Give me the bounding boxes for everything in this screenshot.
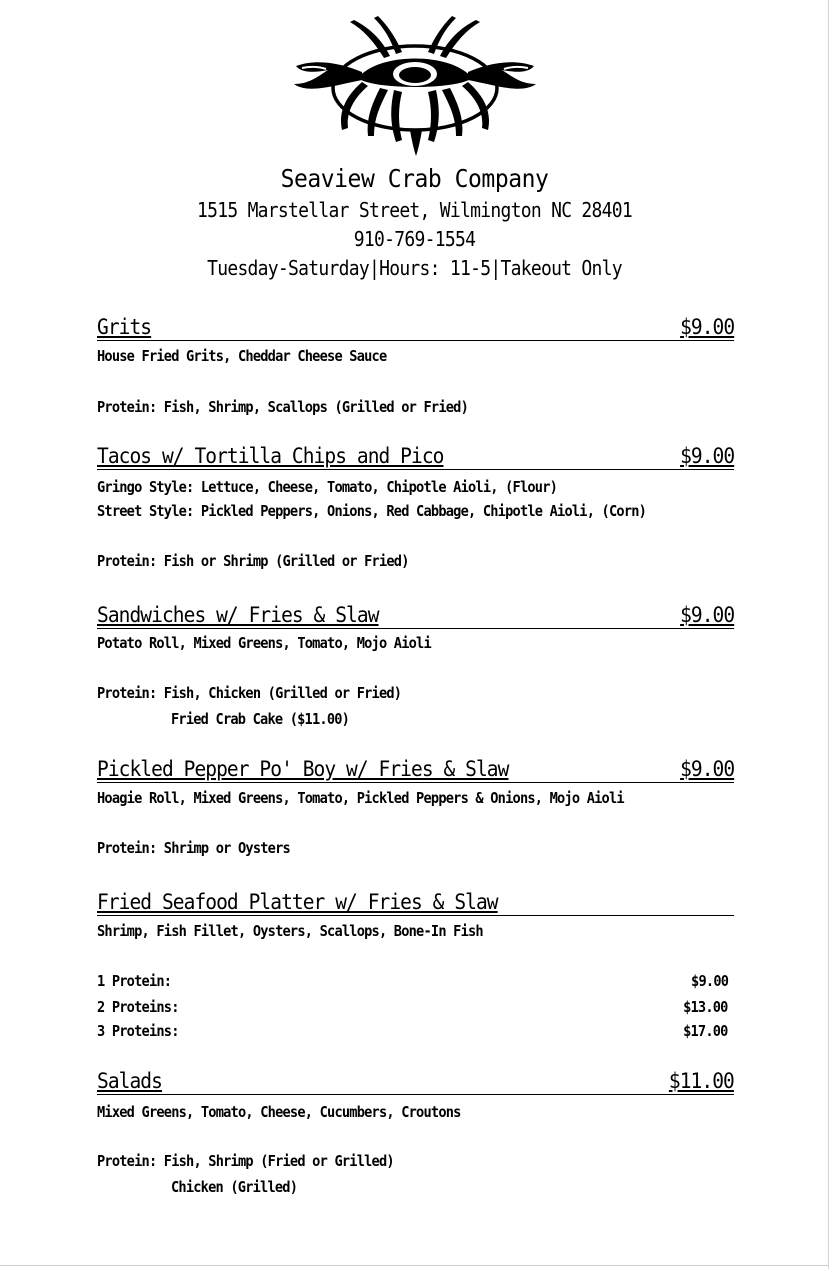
tacos-protein: Protein: Fish or Shrimp (Grilled or Fried) bbox=[97, 552, 409, 570]
platter-heading bbox=[97, 889, 734, 916]
platter-option-price: $17.00 bbox=[683, 1022, 728, 1040]
restaurant-hours: Tuesday-Saturday|Hours: 11-5|Takeout Only bbox=[207, 256, 622, 280]
tacos-street-style: Street Style: Pickled Peppers, Onions, Red Cabbage, Chipotle Aioli, (Corn) bbox=[97, 502, 647, 520]
grits-protein: Protein: Fish, Shrimp, Scallops (Grilled or Fried) bbox=[97, 398, 469, 416]
poboy-title: Pickled Pepper Po' Boy w/ Fries & Slaw bbox=[97, 757, 509, 781]
salads-title: Salads bbox=[97, 1069, 162, 1093]
crab-logo-icon bbox=[288, 12, 542, 158]
poboy-price: $9.00 bbox=[679, 757, 734, 781]
sandwiches-description: Potato Roll, Mixed Greens, Tomato, Mojo Aioli bbox=[97, 634, 431, 652]
page-bottom-edge bbox=[0, 1265, 828, 1266]
poboy-description: Hoagie Roll, Mixed Greens, Tomato, Pickled Peppers & Onions, Mojo Aioli bbox=[97, 789, 624, 807]
sandwiches-price: $9.00 bbox=[679, 603, 734, 627]
tacos-title: Tacos w/ Tortilla Chips and Pico bbox=[97, 444, 444, 468]
grits-description: House Fried Grits, Cheddar Cheese Sauce bbox=[97, 347, 387, 365]
restaurant-address: 1515 Marstellar Street, Wilmington NC 28401 bbox=[196, 198, 633, 222]
salads-price: $11.00 bbox=[669, 1069, 734, 1093]
sandwiches-title: Sandwiches w/ Fries & Slaw bbox=[97, 603, 379, 627]
platter-option-price: $9.00 bbox=[690, 972, 728, 990]
platter-option-label: 2 Proteins: bbox=[97, 998, 179, 1016]
platter-description: Shrimp, Fish Fillet, Oysters, Scallops, Bone-In Fish bbox=[97, 922, 483, 940]
tacos-price: $9.00 bbox=[679, 444, 734, 468]
restaurant-phone: 910-769-1554 bbox=[353, 227, 476, 251]
grits-price: $9.00 bbox=[679, 315, 734, 339]
poboy-heading bbox=[97, 756, 734, 783]
salads-description: Mixed Greens, Tomato, Cheese, Cucumbers, Croutons bbox=[97, 1103, 461, 1121]
platter-option-label: 3 Proteins: bbox=[97, 1022, 179, 1040]
sandwiches-crab-cake: Fried Crab Cake ($11.00) bbox=[171, 710, 350, 728]
tacos-heading bbox=[97, 443, 734, 470]
poboy-protein: Protein: Shrimp or Oysters bbox=[97, 839, 290, 857]
restaurant-name: Seaview Crab Company bbox=[280, 164, 549, 193]
grits-heading bbox=[97, 314, 734, 341]
grits-title: Grits bbox=[97, 315, 152, 339]
salads-heading bbox=[97, 1068, 734, 1095]
platter-title: Fried Seafood Platter w/ Fries & Slaw bbox=[97, 890, 498, 914]
tacos-gringo-style: Gringo Style: Lettuce, Cheese, Tomato, Chipotle Aioli, (Flour) bbox=[97, 478, 558, 496]
sandwiches-heading bbox=[97, 602, 734, 629]
salads-protein: Protein: Fish, Shrimp (Fried or Grilled) bbox=[97, 1152, 394, 1170]
platter-option-price: $13.00 bbox=[683, 998, 728, 1016]
salads-chicken: Chicken (Grilled) bbox=[171, 1178, 298, 1196]
sandwiches-protein: Protein: Fish, Chicken (Grilled or Fried) bbox=[97, 684, 402, 702]
platter-option-label: 1 Protein: bbox=[97, 972, 172, 990]
restaurant-header bbox=[0, 162, 829, 283]
